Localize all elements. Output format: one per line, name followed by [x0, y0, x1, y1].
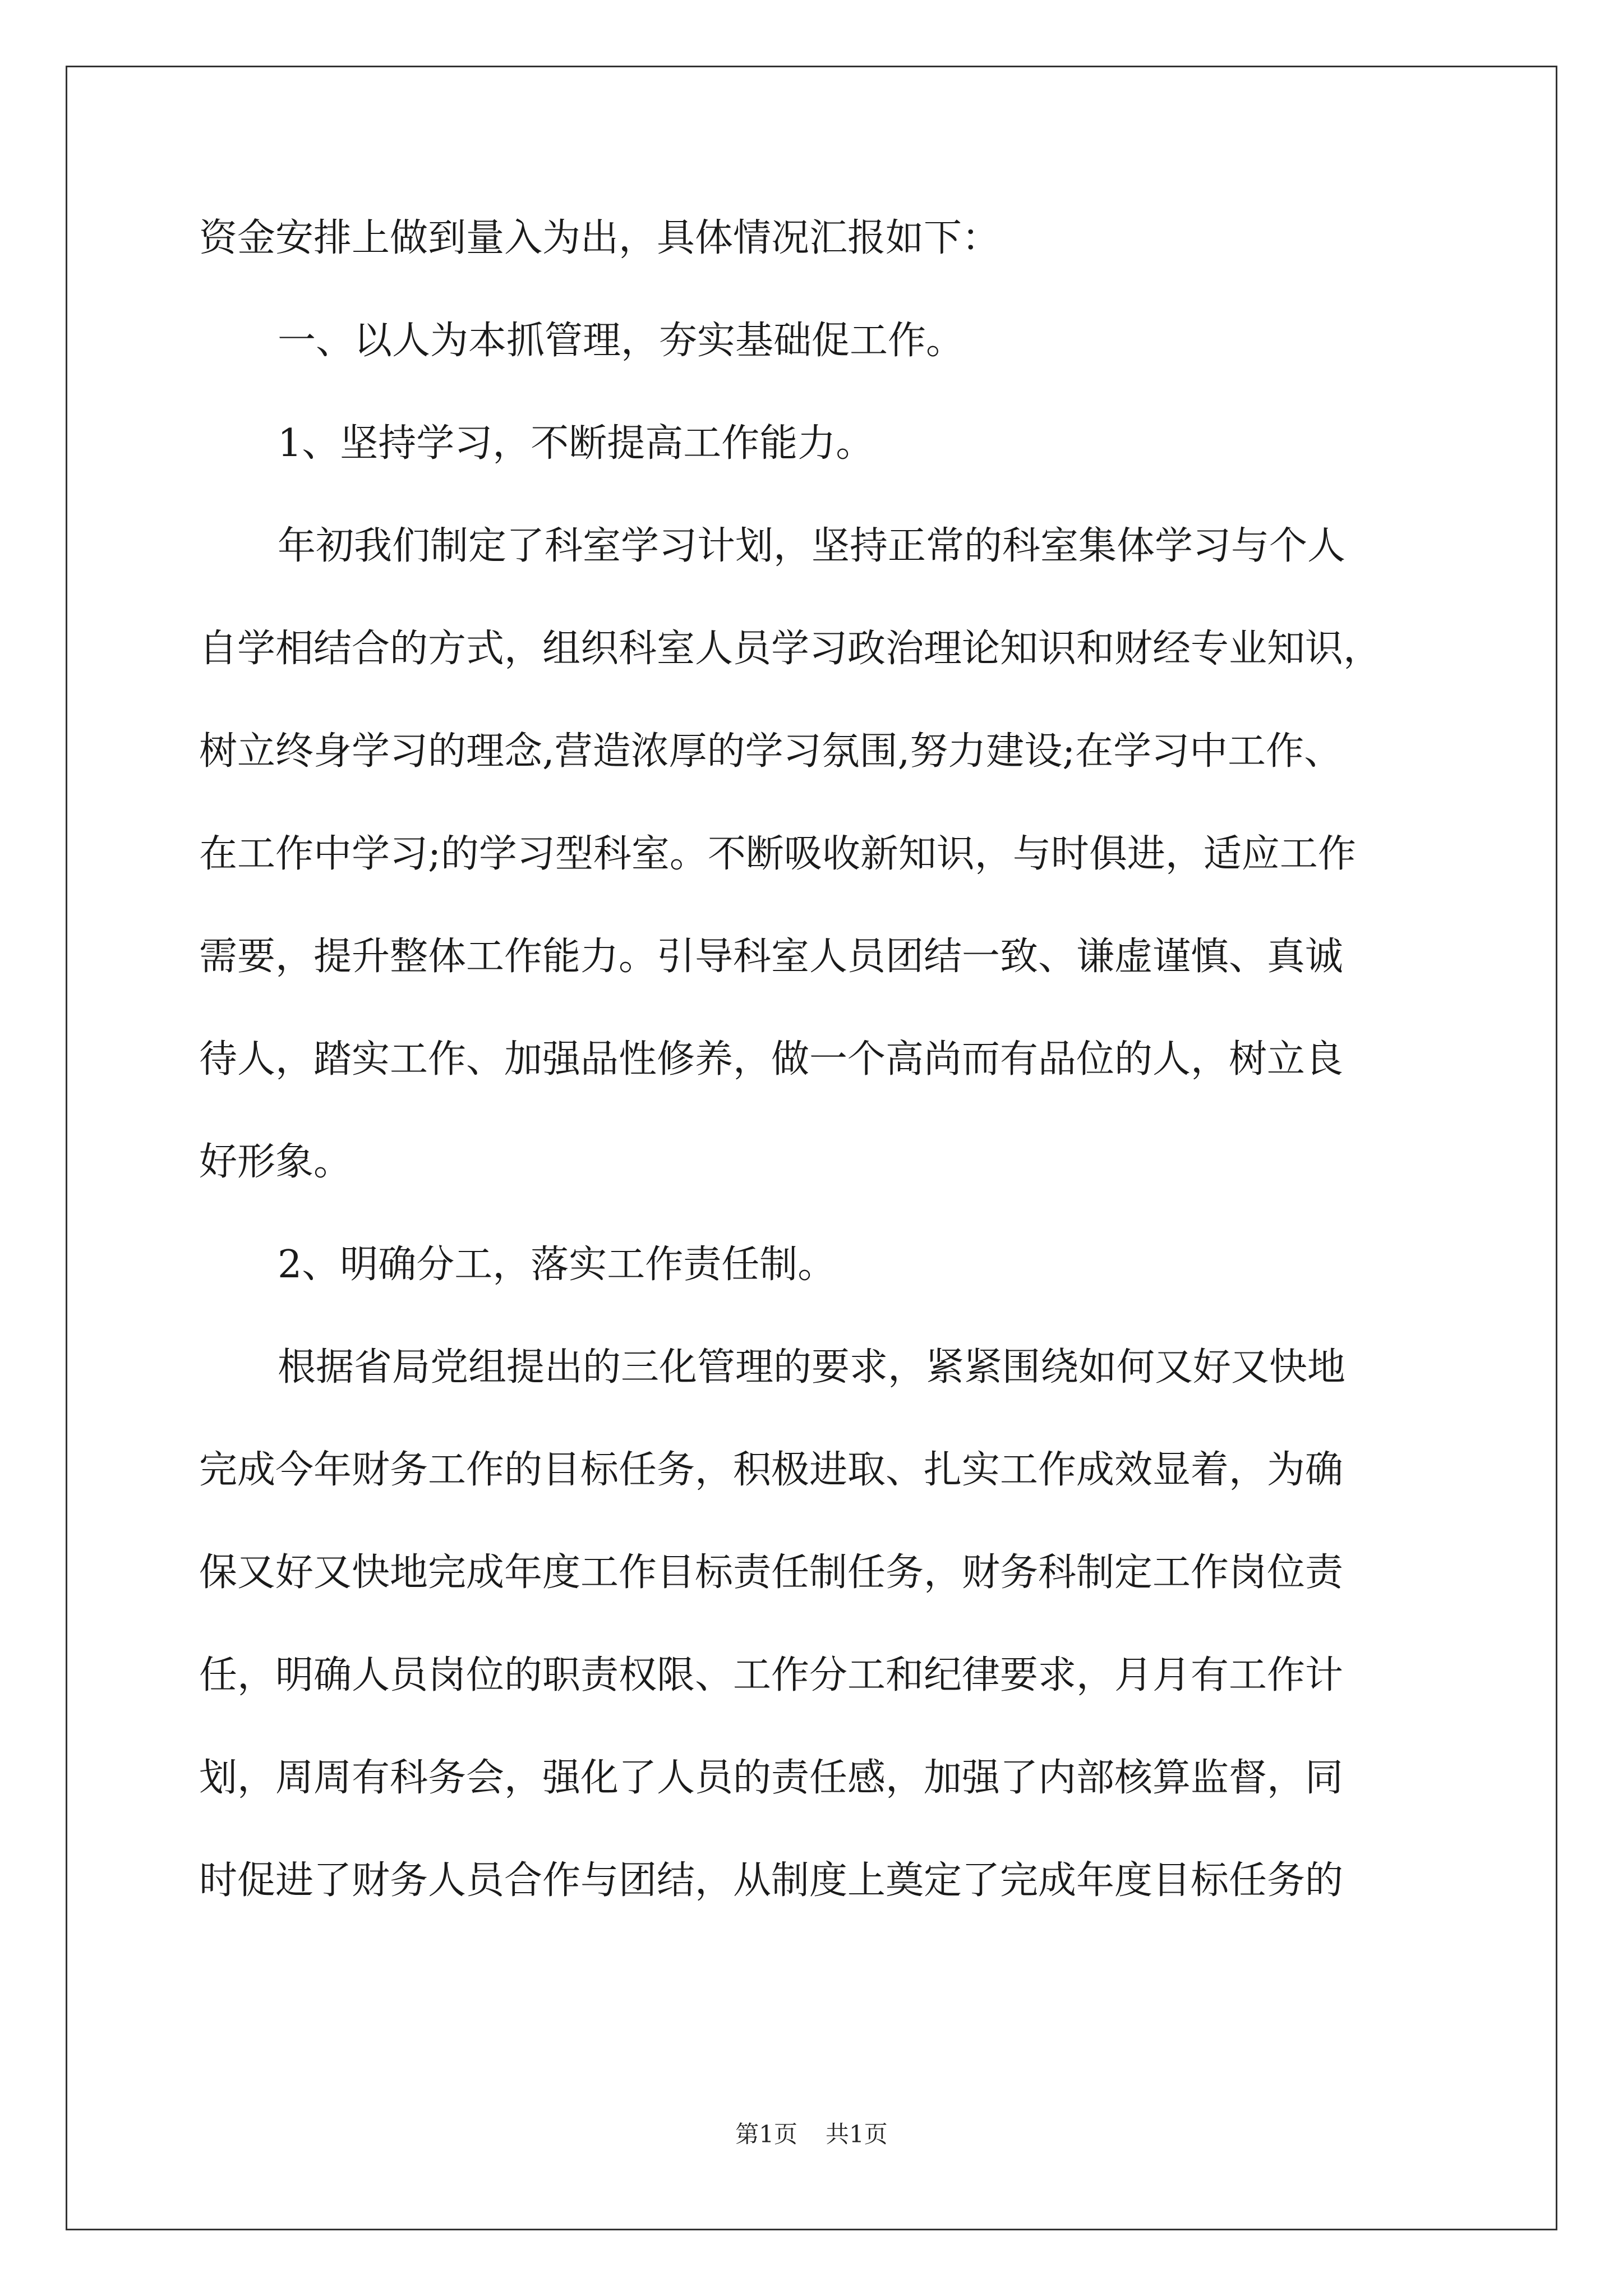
- text-line: 自学相结合的方式，组织科室人员学习政治理论知识和财经专业知识，: [199, 627, 1382, 671]
- text-line: 时促进了财务人员合作与团结，从制度上奠定了完成年度目标任务的: [199, 1858, 1344, 1903]
- text-line: 资金安排上做到量入为出，具体情况汇报如下：: [199, 216, 1000, 260]
- text-line: 完成今年财务工作的目标任务，积极进取、扎实工作成效显着，为确: [199, 1448, 1344, 1492]
- subsection-heading: 2、明确分工，落实工作责任制。: [278, 1243, 836, 1287]
- page-total: 共1页: [826, 2120, 888, 2148]
- text-line: 在工作中学习;的学习型科室。不断吸收新知识，与时俱进，适应工作: [199, 832, 1356, 876]
- text-line: 树立终身学习的理念,营造浓厚的学习氛围,努力建设;在学习中工作、: [199, 729, 1343, 774]
- text-line: 待人，踏实工作、加强品性修养，做一个高尚而有品位的人，树立良: [199, 1037, 1344, 1082]
- text-line: 任，明确人员岗位的职责权限、工作分工和纪律要求，月月有工作计: [199, 1653, 1344, 1697]
- text-line: 根据省局党组提出的三化管理的要求，紧紧围绕如何又好又快地: [278, 1345, 1346, 1389]
- text-line: 年初我们制定了科室学习计划，坚持正常的科室集体学习与个人: [278, 524, 1346, 568]
- text-line: 需要，提升整体工作能力。引导科室人员团结一致、谦虚谨慎、真诚: [199, 935, 1344, 979]
- page-number: 第1页: [735, 2120, 797, 2148]
- page-footer: [0, 2118, 1623, 2151]
- section-heading: 一、以人为本抓管理，夯实基础促工作。: [278, 319, 965, 363]
- subsection-heading: 1、坚持学习，不断提高工作能力。: [278, 421, 874, 466]
- text-line: 保又好又快地完成年度工作目标责任制任务，财务科制定工作岗位责: [199, 1550, 1344, 1595]
- text-line: 好形象。: [199, 1140, 352, 1184]
- text-line: 划，周周有科务会，强化了人员的责任感，加强了内部核算监督，同: [199, 1756, 1344, 1800]
